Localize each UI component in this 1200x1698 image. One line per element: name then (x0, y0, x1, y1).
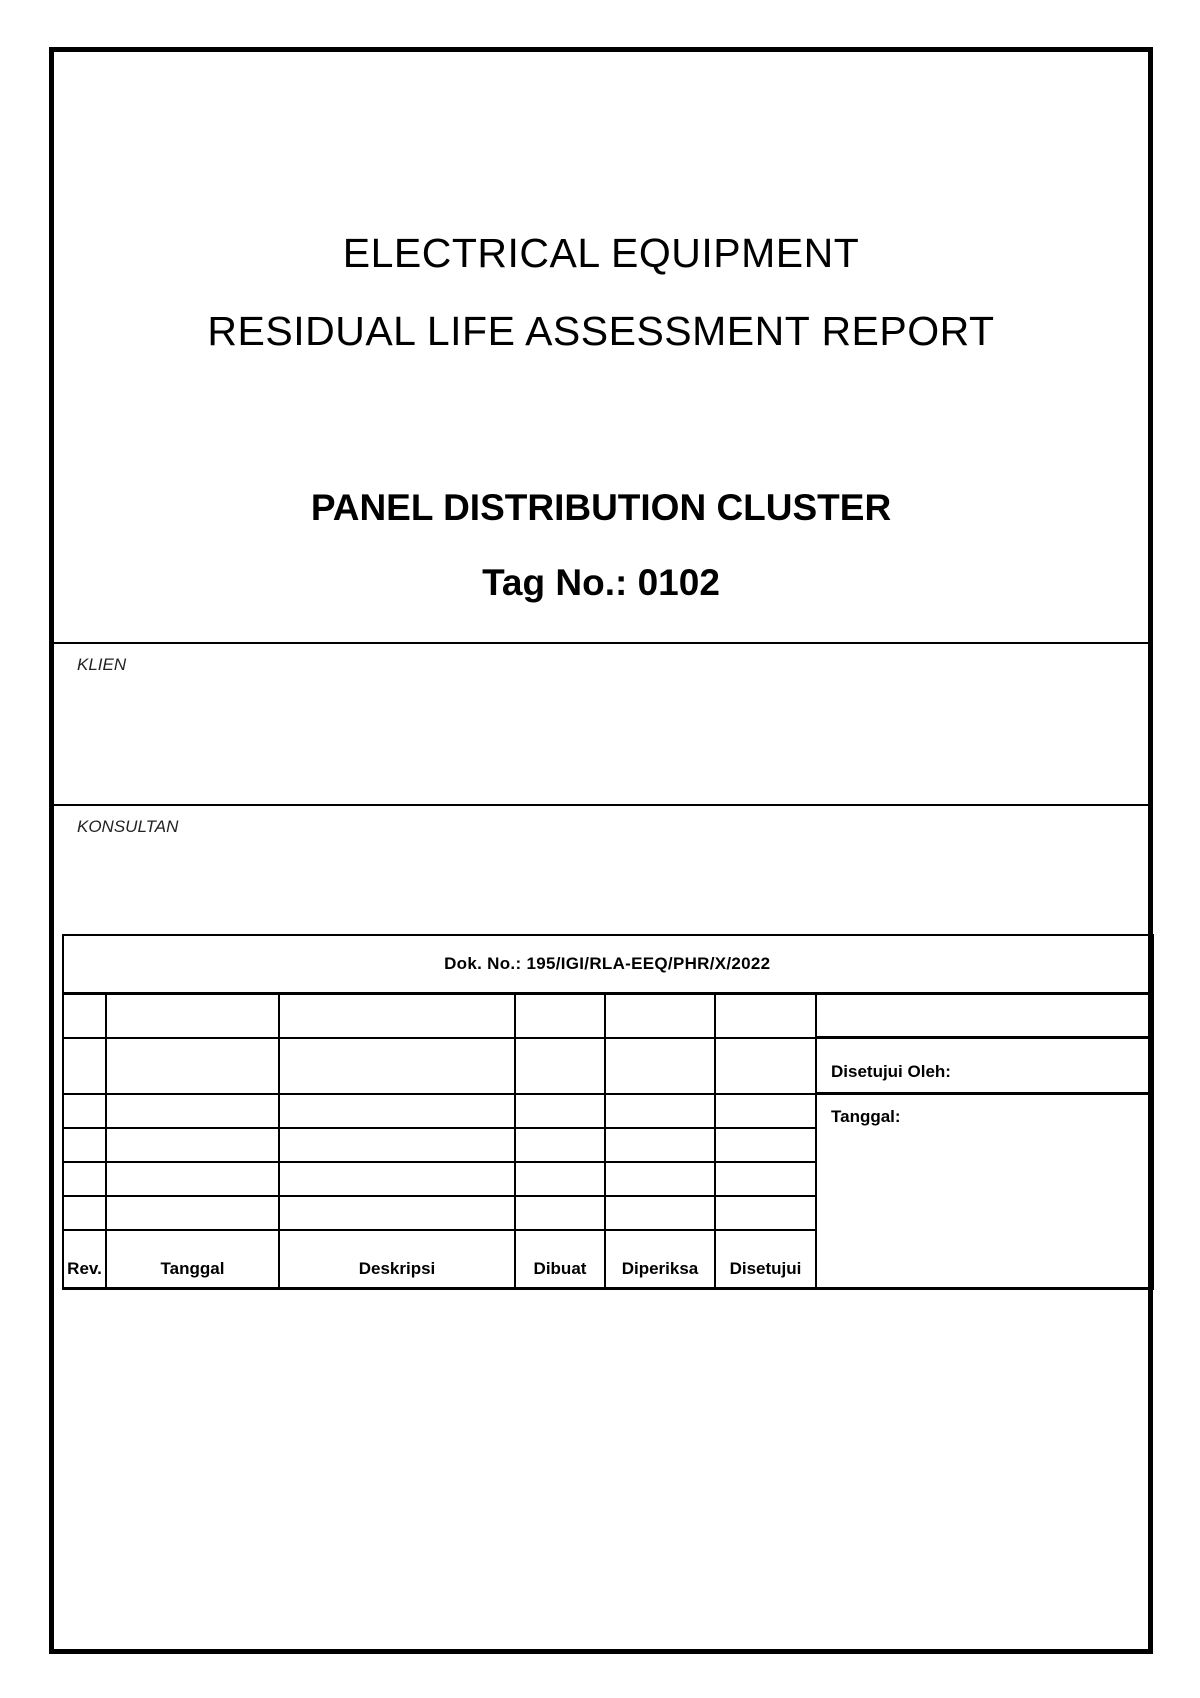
consultant-label: KONSULTAN (77, 817, 179, 836)
table-cell (715, 1094, 816, 1128)
table-cell (605, 1196, 715, 1230)
table-cell (715, 1162, 816, 1196)
table-cell (279, 994, 515, 1038)
table-cell (63, 1128, 106, 1162)
table-cell (715, 1128, 816, 1162)
table-cell (63, 994, 106, 1038)
table-cell (106, 994, 279, 1038)
table-cell (515, 1162, 605, 1196)
table-cell (715, 994, 816, 1038)
table-cell (515, 994, 605, 1038)
table-cell (106, 1038, 279, 1094)
table-cell (605, 1162, 715, 1196)
table-cell (279, 1196, 515, 1230)
header-rev: Rev. (63, 1230, 106, 1289)
table-cell (605, 1094, 715, 1128)
revision-table (62, 934, 1154, 1290)
report-title-line1: ELECTRICAL EQUIPMENT (342, 230, 860, 276)
approved-by-label: Disetujui Oleh: (816, 1038, 1152, 1094)
table-cell (279, 1128, 515, 1162)
table-cell (515, 1038, 605, 1094)
table-cell (515, 1094, 605, 1128)
date-label: Tanggal: (816, 1094, 1152, 1289)
client-label: KLIEN (77, 655, 127, 674)
document-page (49, 47, 1153, 1654)
divider-client (54, 642, 1148, 644)
header-deskripsi: Deskripsi (279, 1230, 515, 1289)
report-subtitle: PANEL DISTRIBUTION CLUSTER (310, 487, 892, 528)
table-cell (816, 994, 1152, 1038)
table-cell (63, 1038, 106, 1094)
table-cell (715, 1038, 816, 1094)
table-cell (63, 1162, 106, 1196)
table-cell (63, 1196, 106, 1230)
header-tanggal: Tanggal (106, 1230, 279, 1289)
table-cell (279, 1094, 515, 1128)
table-cell (279, 1038, 515, 1094)
tag-number: Tag No.: 0102 (482, 562, 720, 603)
table-cell (106, 1128, 279, 1162)
table-cell (515, 1196, 605, 1230)
report-title-line2: RESIDUAL LIFE ASSESSMENT REPORT (207, 308, 995, 354)
table-cell (106, 1196, 279, 1230)
table-cell (715, 1196, 816, 1230)
header-disetujui: Disetujui (715, 1230, 816, 1289)
table-cell (515, 1128, 605, 1162)
table-cell (63, 1094, 106, 1128)
table-cell (106, 1094, 279, 1128)
table-cell (279, 1162, 515, 1196)
table-cell (605, 994, 715, 1038)
header-dibuat: Dibuat (515, 1230, 605, 1289)
header-diperiksa: Diperiksa (605, 1230, 715, 1289)
table-cell (106, 1162, 279, 1196)
table-cell (605, 1128, 715, 1162)
doc-number: Dok. No.: 195/IGI/RLA-EEQ/PHR/X/2022 (63, 935, 1152, 994)
divider-consultant (54, 804, 1148, 806)
table-cell (605, 1038, 715, 1094)
